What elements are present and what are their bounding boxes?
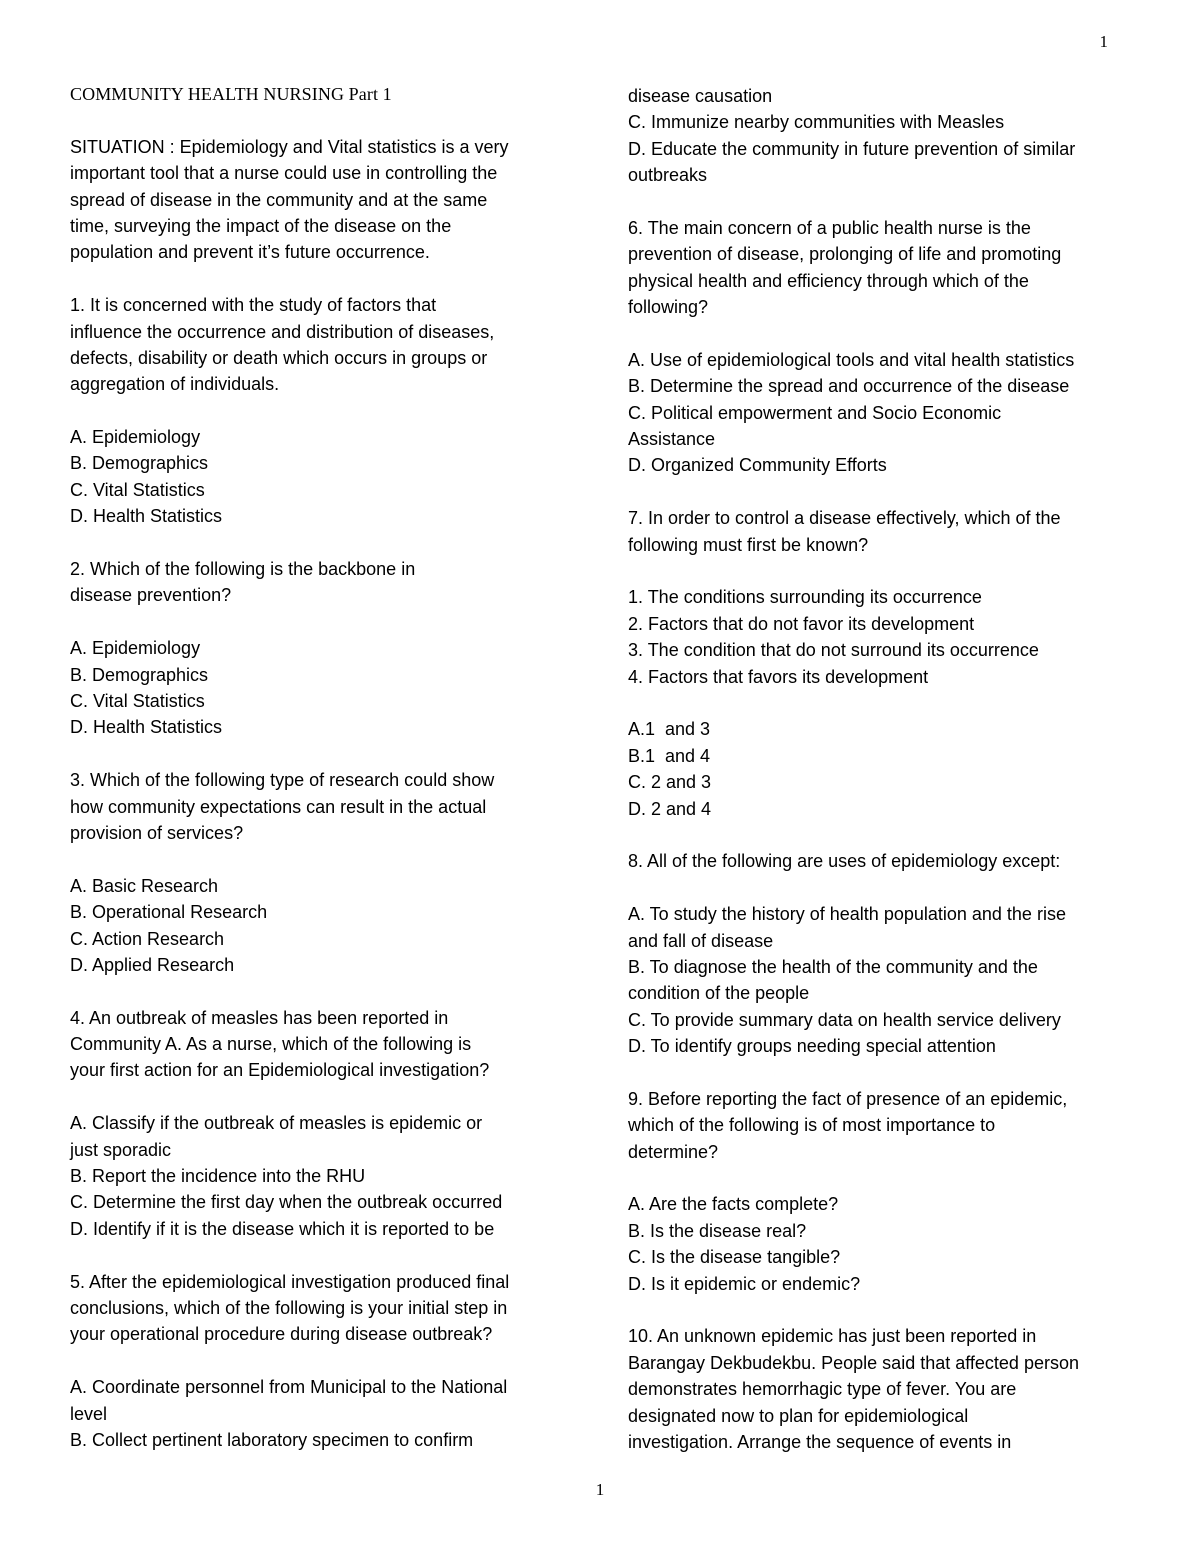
blank-line: [70, 398, 580, 424]
blank-line: [628, 1059, 1138, 1085]
text-line: B.1 and 4: [628, 745, 711, 766]
text-line: B. Demographics: [70, 664, 209, 685]
text-line: determine?: [628, 1141, 719, 1162]
text-line: A. To study the history of health population and the rise: [628, 904, 1066, 925]
text-line: outbreaks: [628, 165, 708, 186]
blank-line: [70, 609, 580, 635]
text-line: C. Action Research: [70, 928, 225, 949]
text-line: aggregation of individuals.: [70, 374, 280, 395]
blank-line: [70, 978, 580, 1004]
text-line: B. Demographics: [70, 453, 209, 474]
text-line: 7. In order to control a disease effectively, which of the: [628, 508, 1061, 529]
text-line: demonstrates hemorrhagic type of fever. You are: [628, 1379, 1017, 1400]
text-line: 10. An unknown epidemic has just been reported in: [628, 1326, 1037, 1347]
text-line: which of the following is of most importance to: [628, 1115, 996, 1136]
text-line: 1. The conditions surrounding its occurrence: [628, 587, 982, 608]
text-line: D. To identify groups needing special attention: [628, 1036, 996, 1057]
page-number-bottom: 1: [595, 1480, 605, 1499]
text-line: C. Immunize nearby communities with Measles: [628, 112, 1005, 133]
text-line: influence the occurrence and distribution of diseases,: [70, 321, 495, 342]
text-line: your first action for an Epidemiological investigation?: [70, 1060, 490, 1081]
text-line: A. Classify if the outbreak of measles is epidemic or: [70, 1113, 483, 1134]
text-line: D. Organized Community Efforts: [628, 455, 887, 476]
text-line: following must first be known?: [628, 534, 869, 555]
blank-line: [628, 321, 1138, 347]
text-line: A. Coordinate personnel from Municipal to the National: [70, 1377, 508, 1398]
text-line: Barangay Dekbudekbu. People said that affected person: [628, 1352, 1079, 1373]
page-number-top: 1: [1099, 32, 1108, 51]
text-line: 8. All of the following are uses of epidemiology except:: [628, 851, 1061, 872]
text-line: designated now to plan for epidemiological: [628, 1405, 969, 1426]
text-line: D. Applied Research: [70, 954, 235, 975]
text-line: B. Report the incidence into the RHU: [70, 1166, 366, 1187]
blank-line: [628, 479, 1138, 505]
text-line: disease causation: [628, 86, 773, 106]
text-line: spread of disease in the community and at the same: [70, 189, 488, 210]
text-line: B. Is the disease real?: [628, 1220, 807, 1241]
blank-line: [628, 1297, 1138, 1323]
blank-line: [70, 1242, 580, 1268]
text-line: condition of the people: [628, 983, 810, 1004]
blank-line: [628, 822, 1138, 848]
left-column: [70, 81, 580, 1453]
document-title: COMMUNITY HEALTH NURSING Part 1: [70, 84, 392, 104]
text-line: conclusions, which of the following is your initial step in: [70, 1297, 508, 1318]
text-line: C. Vital Statistics: [70, 690, 205, 711]
text-line: following?: [628, 297, 709, 318]
text-line: C. Political empowerment and Socio Economic: [628, 402, 1002, 423]
text-line: C. To provide summary data on health service delivery: [628, 1009, 1061, 1030]
blank-line: [628, 558, 1138, 584]
text-line: A.1 and 3: [628, 719, 711, 740]
text-line: 9. Before reporting the fact of presence of an epidemic,: [628, 1088, 1068, 1109]
text-line: B. Determine the spread and occurrence of the disease: [628, 376, 1070, 397]
text-line: prevention of disease, prolonging of life and promoting: [628, 244, 1062, 265]
text-line: B. Collect pertinent laboratory specimen to confirm: [70, 1429, 474, 1450]
text-line: 1. It is concerned with the study of factors that: [70, 295, 437, 316]
text-line: A. Basic Research: [70, 875, 219, 896]
text-line: investigation. Arrange the sequence of events in: [628, 1431, 1012, 1452]
blank-line: [628, 1165, 1138, 1191]
text-line: C. Determine the first day when the outbreak occurred: [70, 1192, 503, 1213]
blank-line: [70, 846, 580, 872]
text-line: B. To diagnose the health of the community and the: [628, 956, 1038, 977]
blank-line: [628, 690, 1138, 716]
text-line: and fall of disease: [628, 930, 774, 951]
blank-line: [70, 1084, 580, 1110]
text-line: Community A. As a nurse, which of the following is: [70, 1034, 472, 1055]
text-line: important tool that a nurse could use in controlling the: [70, 163, 498, 184]
text-line: B. Operational Research: [70, 902, 268, 923]
text-line: 2. Factors that do not favor its development: [628, 613, 975, 634]
text-line: D. Identify if it is the disease which it is reported to be: [70, 1218, 495, 1239]
text-line: 3. The condition that do not surround its occurrence: [628, 640, 1039, 661]
text-line: just sporadic: [70, 1139, 172, 1160]
text-line: 2. Which of the following is the backbone in: [70, 559, 416, 580]
text-line: D. Educate the community in future prevention of similar: [628, 138, 1076, 159]
text-line: population and prevent it’s future occurrence.: [70, 242, 430, 263]
text-line: defects, disability or death which occurs in groups or: [70, 347, 488, 368]
text-line: 4. Factors that favors its development: [628, 666, 929, 687]
text-line: SITUATION : Epidemiology and Vital statistics is a very: [70, 136, 509, 157]
text-line: A. Use of epidemiological tools and vital health statistics: [628, 349, 1075, 370]
text-line: physical health and efficiency through which of the: [628, 270, 1029, 291]
text-line: D. 2 and 4: [628, 798, 712, 819]
text-line: C. Vital Statistics: [70, 479, 205, 500]
blank-line: [70, 107, 580, 133]
blank-line: [70, 1348, 580, 1374]
blank-line: [628, 189, 1138, 215]
text-line: D. Health Statistics: [70, 717, 223, 738]
blank-line: [70, 530, 580, 556]
text-line: how community expectations can result in the actual: [70, 796, 487, 817]
text-line: D. Is it epidemic or endemic?: [628, 1273, 861, 1294]
right-column: [628, 83, 1138, 1455]
text-line: level: [70, 1403, 108, 1424]
text-line: A. Epidemiology: [70, 427, 201, 448]
text-line: A. Are the facts complete?: [628, 1194, 839, 1215]
text-line: provision of services?: [70, 822, 244, 843]
text-line: disease prevention?: [70, 585, 232, 606]
blank-line: [70, 741, 580, 767]
text-line: A. Epidemiology: [70, 638, 201, 659]
text-line: 3. Which of the following type of research could show: [70, 770, 495, 791]
blank-line: [70, 266, 580, 292]
text-line: D. Health Statistics: [70, 506, 223, 527]
text-line: 5. After the epidemiological investigation produced final: [70, 1271, 510, 1292]
text-line: 4. An outbreak of measles has been reported in: [70, 1007, 449, 1028]
text-line: time, surveying the impact of the disease on the: [70, 215, 452, 236]
text-line: 6. The main concern of a public health nurse is the: [628, 217, 1031, 238]
blank-line: [628, 875, 1138, 901]
text-line: Assistance: [628, 429, 716, 450]
text-line: C. Is the disease tangible?: [628, 1247, 841, 1268]
text-line: C. 2 and 3: [628, 772, 712, 793]
text-line: your operational procedure during disease outbreak?: [70, 1324, 493, 1345]
